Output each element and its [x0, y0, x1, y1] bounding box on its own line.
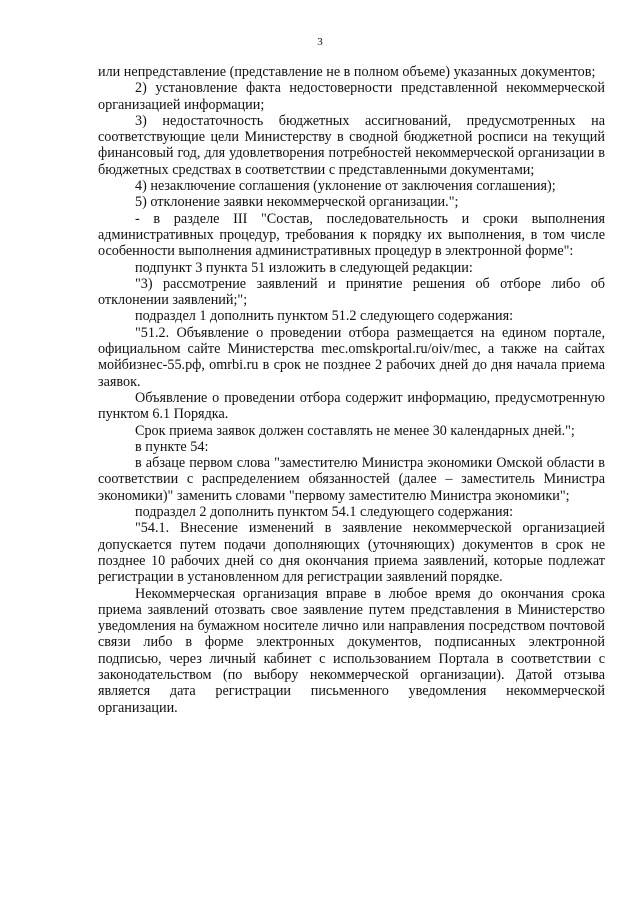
page-number: 3: [317, 36, 323, 48]
paragraph-9: подраздел 1 дополнить пунктом 51.2 следующего содержания:: [135, 308, 514, 325]
paragraph-6: - в разделе III "Состав, последовательность и сроки выполнения административных процедур, требования к порядку их выполнения, в том числе особенности выполнения административных процедур в электронной форме":: [98, 210, 605, 260]
document-body: [98, 64, 605, 716]
paragraph-16: "54.1. Внесение изменений в заявление некоммерческой организацией допускается путем подачи дополняющих (уточняющих) документов в срок не позднее 10 рабочих дней со дня окончания приема заявлений, которые подлежат регистрации в установленном для регистрации заявлений порядке.: [98, 520, 605, 586]
paragraph-17: Некоммерческая организация вправе в любое время до окончания срока приема заявлений отозвать свое заявление путем представления в Министерство уведомления на бумажном носителе лично или направления посредством почтовой связи либо в форме электронных документов, подписанных электронной подписью, через личный кабинет с использованием Портала в соответствии с законодательством (по выбору некоммерческой организации). Датой отзыва является дата регистрации письменного уведомления некоммерческой организации.: [98, 585, 605, 716]
paragraph-5: 5) отклонение заявки некоммерческой организации.";: [135, 194, 459, 211]
paragraph-8: "3) рассмотрение заявлений и принятие решения об отборе либо об отклонении заявлений;";: [98, 275, 605, 309]
paragraph-2: 2) установление факта недостоверности представленной некоммерческой организацией информации;: [98, 80, 605, 113]
paragraph-1: или непредставление (представление не в полном объеме) указанных документов;: [98, 64, 596, 80]
paragraph-13: в пункте 54:: [135, 438, 209, 455]
paragraph-4: 4) незаключение соглашения (уклонение от заключения соглашения);: [135, 178, 556, 195]
paragraph-3: 3) недостаточность бюджетных ассигнований, предусмотренных на соответствующие цели Министерству в сводной бюджетной росписи на текущий финансовый год, для удовлетворения потребностей некоммерческой организации в бюджетных средствах в соответствии с представленными документами;: [98, 112, 605, 178]
paragraph-10: "51.2. Объявление о проведении отбора размещается на едином портале, официальном сайте Министерства mec.omskportal.ru/oiv/mec, а также на сайтах мойбизнес-55.рф, omrbi.ru в срок не позднее 2 рабочих дней до дня начала приема заявок.: [98, 324, 605, 390]
paragraph-7: подпункт 3 пункта 51 изложить в следующей редакции:: [135, 259, 473, 276]
paragraph-15: подраздел 2 дополнить пунктом 54.1 следующего содержания:: [135, 504, 514, 521]
paragraph-12: Срок приема заявок должен составлять не менее 30 календарных дней.";: [135, 422, 575, 439]
paragraph-11: Объявление о проведении отбора содержит информацию, предусмотренную пунктом 6.1 Порядка.: [98, 389, 605, 423]
paragraph-14: в абзаце первом слова "заместителю Министра экономики Омской области в соответствии с распределением обязанностей (далее – заместитель Министра экономики)" заменить словами "первому заместителю Министра экономики";: [98, 455, 605, 504]
